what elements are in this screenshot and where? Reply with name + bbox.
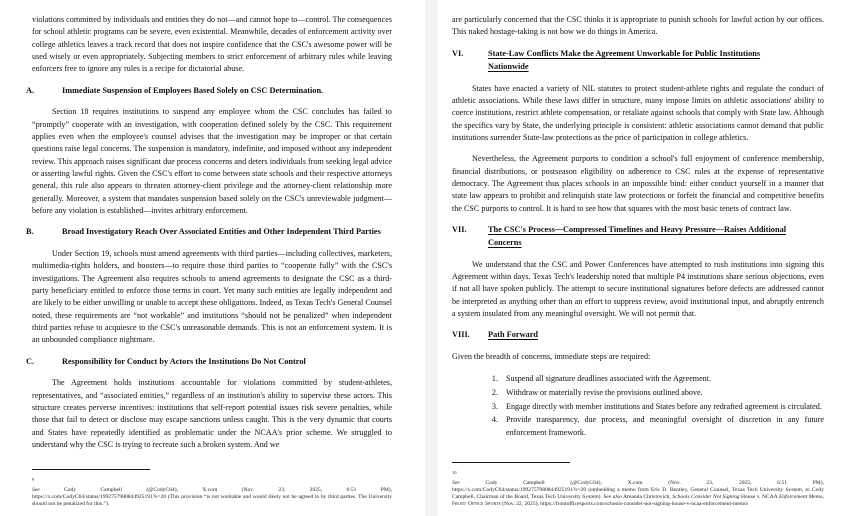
footnote-handle: (@CodyC64), xyxy=(146,486,178,493)
subheading-letter: A. xyxy=(26,85,35,95)
section-title-line1: State-Law Conflicts Make the Agreement Unworkable for Public Institutions xyxy=(488,48,761,58)
footnote-body-part2: Amanda Christovich, xyxy=(621,493,673,500)
subheading-c xyxy=(26,356,392,369)
page-left xyxy=(0,0,424,516)
paragraph: violations committed by individuals and entities they do not—and cannot hope to—control. The consequences for school athletic programs can be severe, even existential. Meanwhile, decades of enforcement activity over college athletics leaves a track record that does not inspire confidence that the CSC's awesome power will be used wisely or even appropriately. Subjecting members to strict enforcement of arbitrary rules while leaving enforcers free to ignore any rules is a recipe for dictatorial abuse. xyxy=(32,15,392,74)
footnote-body-part3: House v. NCAA xyxy=(739,493,779,500)
paragraph: We understand that the CSC and Power Conferences have attempted to rush institutions into signing this Agreement within days. Texas Tech's leadership noted that multiple P4 institutions share serious objections, even if not all have spoken publicly. The attempt to secure institutional signatures before defects are addressed cannot be interpreted as anything other than an effort to suppress review, avoid institutional input, and abruptly entrench a system insulated from any meaningful oversight. We will not permit that. xyxy=(452,259,824,319)
page-left-textblock xyxy=(26,14,392,460)
footnote-handle: (@CodyC64), xyxy=(570,479,602,486)
section-number: VI. xyxy=(452,48,464,58)
section-number: VIII. xyxy=(452,330,470,340)
footnote-ampm: PM), xyxy=(812,479,824,486)
footnote-marker: 9 xyxy=(32,476,35,482)
subheading-text: Immediate Suspension of Employees Based Solely on CSC Determination. xyxy=(62,85,324,95)
paragraph: The Agreement holds institutions accountable for violations committed by student-athletes, representatives, and “associated entities,” regardless of an institution's ability to supervise these actors. This structure creates perverse incentives: institutions that self-report potential issues risk severe penalties, while those that fail to detect or disclose may escape sanctions unless caught. This is the very dynamic that courts and States have repeatedly identified as problematic under the NCAA's prior scheme. We struggled to understand why the CSC is trying to recreate such a broken system. And we xyxy=(32,378,392,450)
page-divider xyxy=(424,0,438,516)
section-number: VII. xyxy=(452,224,467,234)
section-title-line1: The CSC's Process—Compressed Timelines and Heavy Pressure—Raises Additional xyxy=(488,224,787,234)
list-item: 4. Provide transparency, due process, and meaningful oversight of discretion in any future enforcement framework. xyxy=(500,414,824,439)
paragraph: are particularly concerned that the CSC thinks it is appropriate to punish schools for lawful action by our offices. This naked hostage-taking is not how we do things in America. xyxy=(452,15,824,37)
footnote-body-part5: (Nov. 22, 2025), https://frontofficesports.com/schools-consider-not-signing-house-v-ncaa-enforcement-memo/ xyxy=(500,500,749,507)
footnote-publisher: Front Office Sports xyxy=(452,500,501,507)
footnote-see: See xyxy=(452,479,460,486)
section-title-line2: Concerns xyxy=(488,237,522,247)
footnote-rule xyxy=(452,462,570,463)
footnote-author-last: Campbell xyxy=(523,479,545,486)
subheading-b xyxy=(26,226,392,239)
subheading-letter: B. xyxy=(26,227,34,237)
section-heading-vii xyxy=(452,224,824,250)
subheading-a xyxy=(26,85,392,98)
footnote-ampm: PM), xyxy=(380,486,393,493)
paragraph: States have enacted a variety of NIL statutes to protect student-athlete rights and regulate the conduct of athletic associations. While these laws differ in structure, many impose limits on athletic associations' ability to coerce institutions, restrict athlete compensation, or retaliate against schools that comply with State law. Although the specifics vary by State, the underlying principle is consistent: athletic associations cannot demand that public institutions surrender State-law protections as the price of participation in college athletics. xyxy=(452,83,824,142)
section-heading-viii xyxy=(452,329,824,342)
page-right-textblock xyxy=(452,14,824,441)
footnote-site: X.com xyxy=(627,479,643,486)
paragraph: Given the breadth of concerns, immediate steps are required: xyxy=(452,352,651,362)
footnote-year: 2025, xyxy=(309,486,323,493)
footnote-author-last: Campbell xyxy=(100,486,123,493)
footnote-year: 2025, xyxy=(738,479,752,486)
footnote-body-part4: , xyxy=(822,493,824,500)
section-title xyxy=(488,48,824,74)
page-right xyxy=(438,0,862,516)
section-heading-vi xyxy=(452,48,824,74)
footnote-marker: 10 xyxy=(452,469,457,475)
footnote xyxy=(32,476,392,508)
paragraph: Under Section 19, schools must amend agreements with third parties—including collectives, marketers, multimedia-rights holders, and boosters—to require those third parties to “cooperate fully” with the CSC's investigations. The Agreement also requires schools to amend agreements to designate the CSC as a third-party beneficiary entitled to enforce those terms in court. Yet many such entities are legally independent and are likely to be either unwilling or unable to accept these obligations. Indeed, as Texas Tech's General Counsel noted, these requirements are “not workable” and institutions “should not be penalized” when independent third parties refuse to acquiesce to the CSC's unreasonable demands. This is not an enforcement system. It is an unbounded compliance nightmare. xyxy=(32,249,392,345)
footnote-body-part1: https://x.com/CodyC64/status/1992757980844925191?s=20 (embedding a memo from Eric D. Bentley, General Counsel, Texas Tech University System, to Cody Campbell, Chairman of the Board, Texas Tech University System). xyxy=(452,486,824,500)
footnote-date-open: (Nov. xyxy=(668,479,681,486)
subheading-text: Broad Investigatory Reach Over Associated Entities and Other Independent Third Parties xyxy=(62,227,381,237)
paragraph: Nevertheless, the Agreement purports to condition a school's full enjoyment of conference membership, financial distributions, or postseason eligibility on adherence to CSC rules at the expense of representative democracy. The Agreement thus places schools in an impossible bind: either conduct yourself in a manner that state law appears to prohibit and relinquish state law protections or forfeit the financial and competitive benefits the CSC purports to control. It is hard to see how that squares with the most basic tenets of contract law. xyxy=(452,154,824,213)
footnote-author-first: Cody xyxy=(64,486,77,493)
footnote-body: https://x.com/CodyC64/status/1992757980844925191?s=20 (This provision “is not workable and would likely not be agreed to by third parties. The University should not be penalized for this.”). xyxy=(32,493,392,507)
subheading-text: Responsibility for Conduct by Actors the Institutions Do Not Control xyxy=(62,356,306,366)
footnote-area-left xyxy=(32,469,392,508)
action-steps-list xyxy=(452,373,824,440)
footnote-date-open: (Nov. xyxy=(241,486,255,493)
footnote-rule xyxy=(32,469,150,470)
paragraph: Section 18 requires institutions to suspend any employee whom the CSC concludes has failed to “promptly” cooperate with an investigation, with cooperation defined solely by the CSC. This requirement applies even when the employee's counsel advises that the investigation may be improper or that certain questions raise legal concerns. The suspension is mandatory, indefinite, and imposed without any independent review. This approach raises significant due process concerns and deters individuals from seeking legal advice or asserting lawful rights. Given the CSC's effort to come between state schools and their respective attorneys general, this rule also appears to threaten attorney-client privilege and the attorney-client relationship more generally. Moreover, a system that mandates suspension based solely on the CSC's unreviewable judgment—before any violation is established—invites arbitrary enforcement. xyxy=(32,107,392,216)
footnote-article-title-cont: Enforcement Memo xyxy=(778,493,823,500)
footnote-article-title: Schools Consider Not Signing xyxy=(672,493,740,500)
section-title: Path Forward xyxy=(488,330,539,340)
footnote-time: 6:51 xyxy=(777,479,788,486)
footnote-author-first: Cody xyxy=(485,479,498,486)
footnote-site: X.com xyxy=(202,486,218,493)
footnote-see: See xyxy=(32,486,40,493)
footnote-time: 6:51 xyxy=(346,486,357,493)
subheading-letter: C. xyxy=(26,356,35,366)
footnote-see-also: See also xyxy=(603,493,622,500)
list-item: 3. Engage directly with member institutions and States before any redrafted agreement is circulated. xyxy=(500,401,824,413)
list-item: 2. Withdraw or materially revise the provisions outlined above. xyxy=(500,387,824,399)
section-title xyxy=(488,224,824,250)
footnote xyxy=(452,469,824,508)
footnote-day: 23, xyxy=(278,486,286,493)
footnote-area-right xyxy=(452,462,824,508)
list-item: 1. Suspend all signature deadlines associated with the Agreement. xyxy=(500,373,824,385)
footnote-day: 23, xyxy=(706,479,714,486)
section-title-line2: Nationwide xyxy=(488,61,529,71)
